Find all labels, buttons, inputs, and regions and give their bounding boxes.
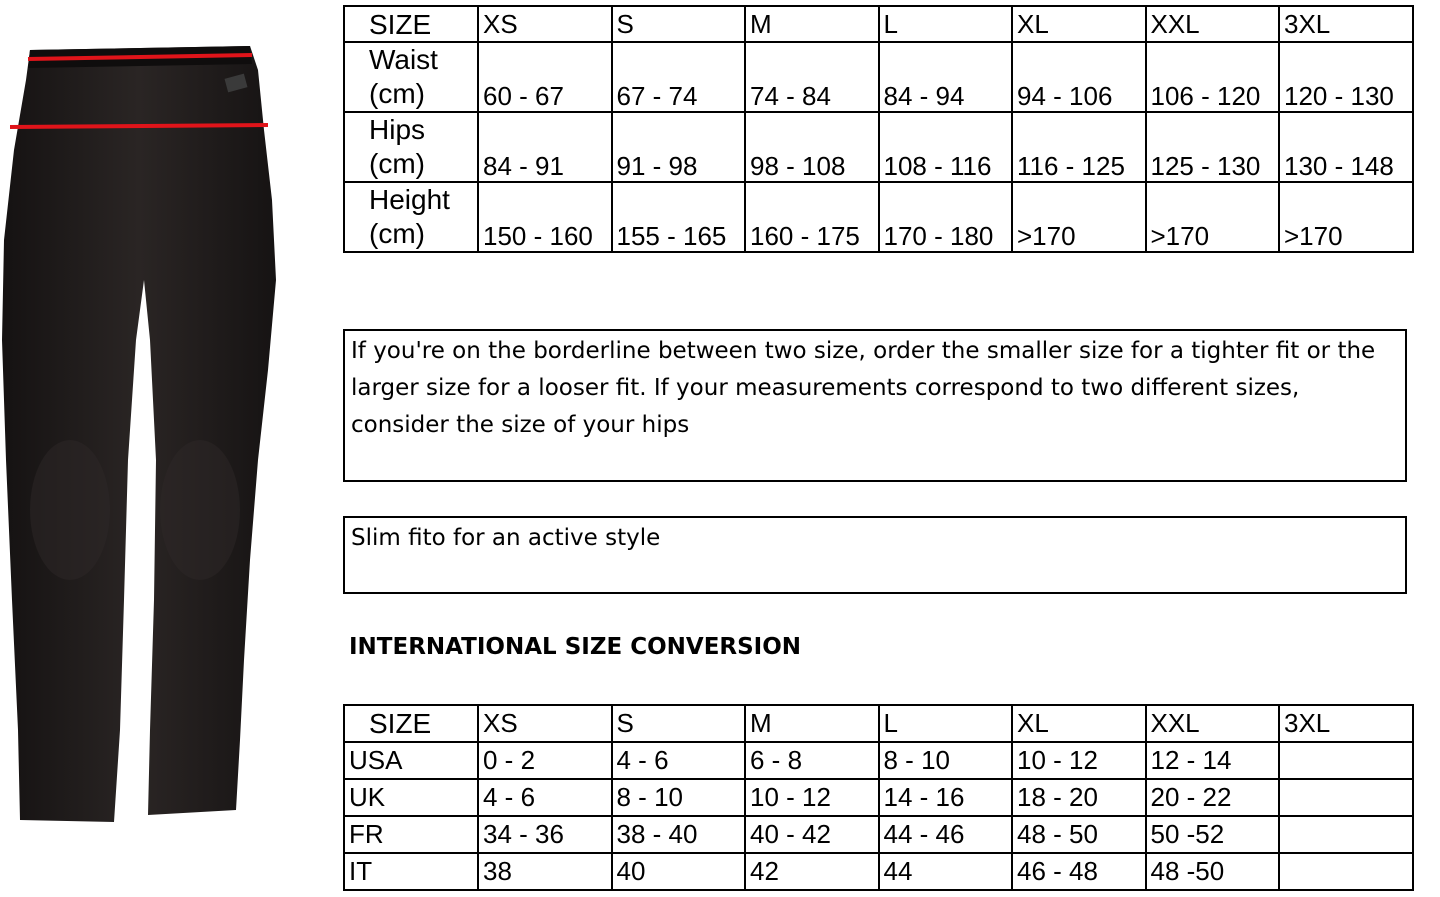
table-cell: 44 - 46 bbox=[879, 816, 1013, 853]
table-cell: 98 - 108 bbox=[745, 112, 879, 182]
table-cell: >170 bbox=[1279, 182, 1413, 252]
row-label: Height (cm) bbox=[344, 182, 478, 252]
size-chart-table bbox=[343, 5, 1414, 253]
table-cell: 74 - 84 bbox=[745, 42, 879, 112]
size-conversion-table bbox=[343, 704, 1414, 891]
table-cell: 14 - 16 bbox=[879, 779, 1013, 816]
table-cell: 60 - 67 bbox=[478, 42, 612, 112]
table-cell: 12 - 14 bbox=[1146, 742, 1280, 779]
header-cell: XXL bbox=[1146, 705, 1280, 742]
header-cell: S bbox=[612, 6, 746, 42]
table-cell: 116 - 125 bbox=[1012, 112, 1146, 182]
header-cell: XS bbox=[478, 6, 612, 42]
table-cell: 91 - 98 bbox=[612, 112, 746, 182]
table-cell: 84 - 94 bbox=[879, 42, 1013, 112]
table-cell: 4 - 6 bbox=[478, 779, 612, 816]
row-label: USA bbox=[344, 742, 478, 779]
leggings-body bbox=[2, 46, 276, 822]
table-cell: 38 bbox=[478, 853, 612, 890]
table-cell: 94 - 106 bbox=[1012, 42, 1146, 112]
table-cell bbox=[1279, 779, 1413, 816]
table-cell: 106 - 120 bbox=[1146, 42, 1280, 112]
table-cell: 6 - 8 bbox=[745, 742, 879, 779]
leggings-image bbox=[0, 40, 300, 825]
row-label: UK bbox=[344, 779, 478, 816]
header-cell: XL bbox=[1012, 6, 1146, 42]
header-cell: XXL bbox=[1146, 6, 1280, 42]
table-cell: 4 - 6 bbox=[612, 742, 746, 779]
conversion-title: INTERNATIONAL SIZE CONVERSION bbox=[349, 634, 802, 660]
table-cell: 8 - 10 bbox=[612, 779, 746, 816]
table-cell: 10 - 12 bbox=[745, 779, 879, 816]
header-cell: 3XL bbox=[1279, 6, 1413, 42]
table-cell: 44 bbox=[879, 853, 1013, 890]
usa-row bbox=[344, 742, 1413, 779]
hip-measure-line bbox=[10, 125, 268, 127]
table-cell: 155 - 165 bbox=[612, 182, 746, 252]
table-cell: 84 - 91 bbox=[478, 112, 612, 182]
table-cell: 38 - 40 bbox=[612, 816, 746, 853]
header-cell: SIZE bbox=[344, 6, 478, 42]
table-cell: 20 - 22 bbox=[1146, 779, 1280, 816]
waist-row bbox=[344, 42, 1413, 112]
conversion-header-row bbox=[344, 705, 1413, 742]
table-cell: 46 - 48 bbox=[1012, 853, 1146, 890]
header-cell: S bbox=[612, 705, 746, 742]
table-cell: 50 -52 bbox=[1146, 816, 1280, 853]
table-cell: >170 bbox=[1012, 182, 1146, 252]
fit-advice-note: If you're on the borderline between two size, order the smaller size for a tighter fit or the larger size for a looser fit. If your measurements correspond to two different sizes, consider the size of your hips bbox=[343, 329, 1407, 482]
height-row bbox=[344, 182, 1413, 252]
table-cell: 10 - 12 bbox=[1012, 742, 1146, 779]
header-cell: XL bbox=[1012, 705, 1146, 742]
header-cell: M bbox=[745, 705, 879, 742]
row-label: IT bbox=[344, 853, 478, 890]
row-label: Waist (cm) bbox=[344, 42, 478, 112]
header-cell: XS bbox=[478, 705, 612, 742]
table-cell: 48 -50 bbox=[1146, 853, 1280, 890]
table-cell: 40 - 42 bbox=[745, 816, 879, 853]
size-chart-header-row bbox=[344, 6, 1413, 42]
table-cell: 18 - 20 bbox=[1012, 779, 1146, 816]
header-cell: SIZE bbox=[344, 705, 478, 742]
table-cell: 67 - 74 bbox=[612, 42, 746, 112]
table-cell: 120 - 130 bbox=[1279, 42, 1413, 112]
table-cell: 108 - 116 bbox=[879, 112, 1013, 182]
table-cell: 48 - 50 bbox=[1012, 816, 1146, 853]
row-label: Hips (cm) bbox=[344, 112, 478, 182]
table-cell: 130 - 148 bbox=[1279, 112, 1413, 182]
uk-row bbox=[344, 779, 1413, 816]
table-cell: 34 - 36 bbox=[478, 816, 612, 853]
it-row bbox=[344, 853, 1413, 890]
table-cell: 125 - 130 bbox=[1146, 112, 1280, 182]
table-cell bbox=[1279, 742, 1413, 779]
table-cell: 0 - 2 bbox=[478, 742, 612, 779]
table-cell bbox=[1279, 816, 1413, 853]
table-cell: 8 - 10 bbox=[879, 742, 1013, 779]
table-cell: 40 bbox=[612, 853, 746, 890]
header-cell: L bbox=[879, 705, 1013, 742]
table-cell: 42 bbox=[745, 853, 879, 890]
table-cell bbox=[1279, 853, 1413, 890]
row-label: FR bbox=[344, 816, 478, 853]
table-cell: >170 bbox=[1146, 182, 1280, 252]
table-cell: 150 - 160 bbox=[478, 182, 612, 252]
header-cell: 3XL bbox=[1279, 705, 1413, 742]
hips-row bbox=[344, 112, 1413, 182]
style-note: Slim fito for an active style bbox=[343, 516, 1407, 594]
fr-row bbox=[344, 816, 1413, 853]
header-cell: M bbox=[745, 6, 879, 42]
table-cell: 170 - 180 bbox=[879, 182, 1013, 252]
table-cell: 160 - 175 bbox=[745, 182, 879, 252]
header-cell: L bbox=[879, 6, 1013, 42]
